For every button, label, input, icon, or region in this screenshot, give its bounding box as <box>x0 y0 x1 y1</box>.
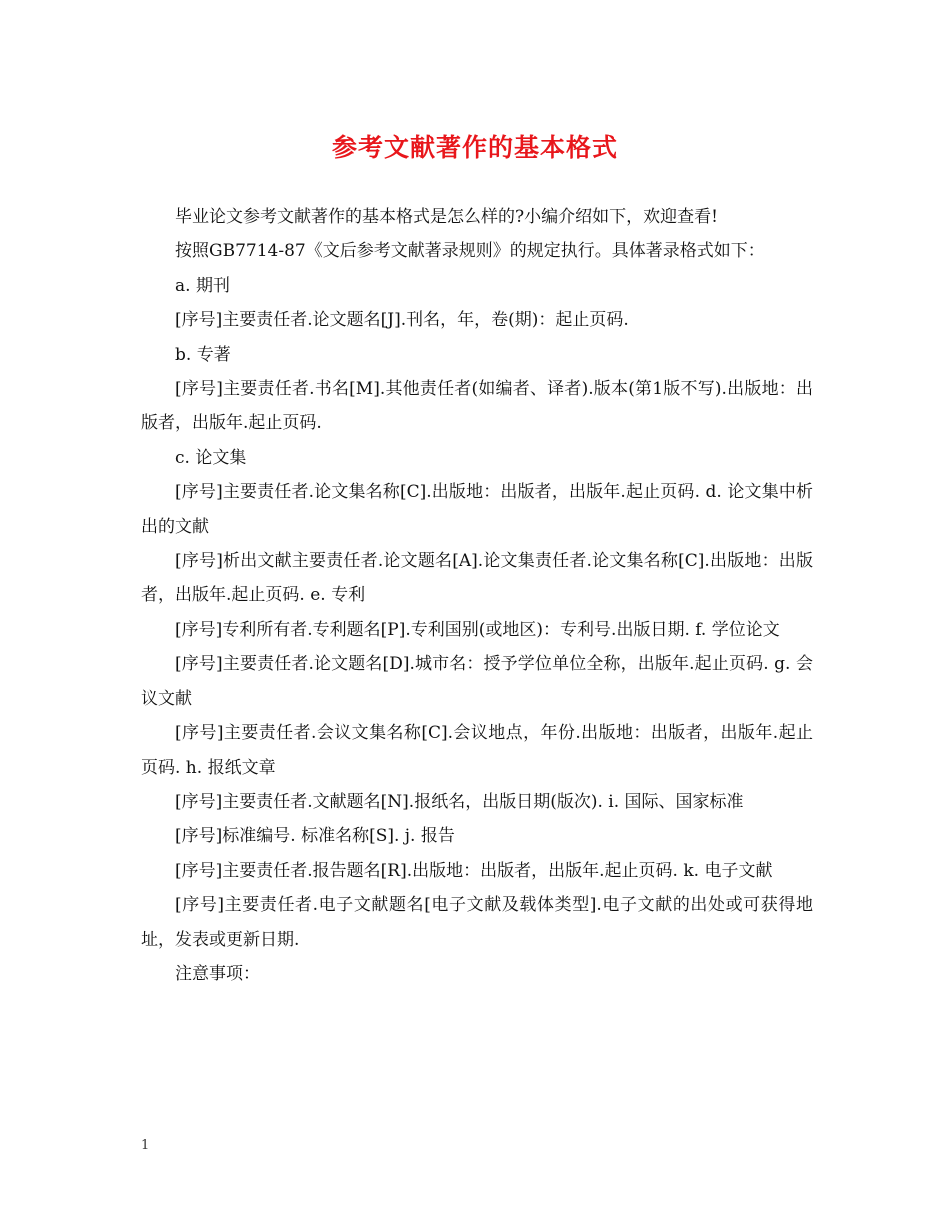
format-standard: [序号]标准编号. 标准名称[S]. j. 报告 <box>175 826 455 847</box>
format-electronic: [序号]主要责任者.电子文献题名[电子文献及载体类型].电子文献的出处或可获得地址，发表或更新日期. <box>141 895 813 950</box>
format-patent: [序号]专利所有者.专利题名[P].专利国别(或地区)：专利号.出版日期. f. 学位论文 <box>175 619 780 640</box>
format-monograph: [序号]主要责任者.书名[M].其他责任者(如编者、译者).版本(第1版不写).出版地：出版者，出版年.起止页码. <box>141 379 813 434</box>
page-title: 参考文献著作的基本格式 <box>331 133 618 162</box>
format-proceedings: [序号]主要责任者.论文集名称[C].出版地：出版者，出版年.起止页码. d. 论文集中析出的文献 <box>141 482 813 537</box>
heading-journal: a. 期刊 <box>175 275 230 296</box>
document-body <box>141 200 813 991</box>
format-conference: [序号]主要责任者.会议文集名称[C].会议地点，年份.出版地：出版者，出版年.起止页码. h. 报纸文章 <box>141 723 813 778</box>
format-journal: [序号]主要责任者.论文题名[J].刊名，年，卷(期)：起止页码. <box>175 310 629 331</box>
format-thesis: [序号]主要责任者.论文题名[D].城市名：授予学位单位全称，出版年.起止页码. g. 会议文献 <box>141 654 813 709</box>
paragraph-standard: 按照GB7714-87《文后参考文献著录规则》的规定执行。具体著录格式如下： <box>175 241 765 262</box>
format-analytic: [序号]析出文献主要责任者.论文题名[A].论文集责任者.论文集名称[C].出版地：出版者，出版年.起止页码. e. 专利 <box>141 551 813 606</box>
format-newspaper: [序号]主要责任者.文献题名[N].报纸名，出版日期(版次). i. 国际、国家标准 <box>175 791 744 812</box>
heading-monograph: b. 专著 <box>175 344 231 365</box>
heading-notes: 注意事项： <box>175 963 260 984</box>
heading-proceedings: c. 论文集 <box>175 447 247 468</box>
paragraph-intro: 毕业论文参考文献著作的基本格式是怎么样的?小编介绍如下，欢迎查看! <box>175 207 718 227</box>
page-number: 1 <box>141 1138 150 1153</box>
format-report: [序号]主要责任者.报告题名[R].出版地：出版者，出版年.起止页码. k. 电子文献 <box>175 860 773 881</box>
